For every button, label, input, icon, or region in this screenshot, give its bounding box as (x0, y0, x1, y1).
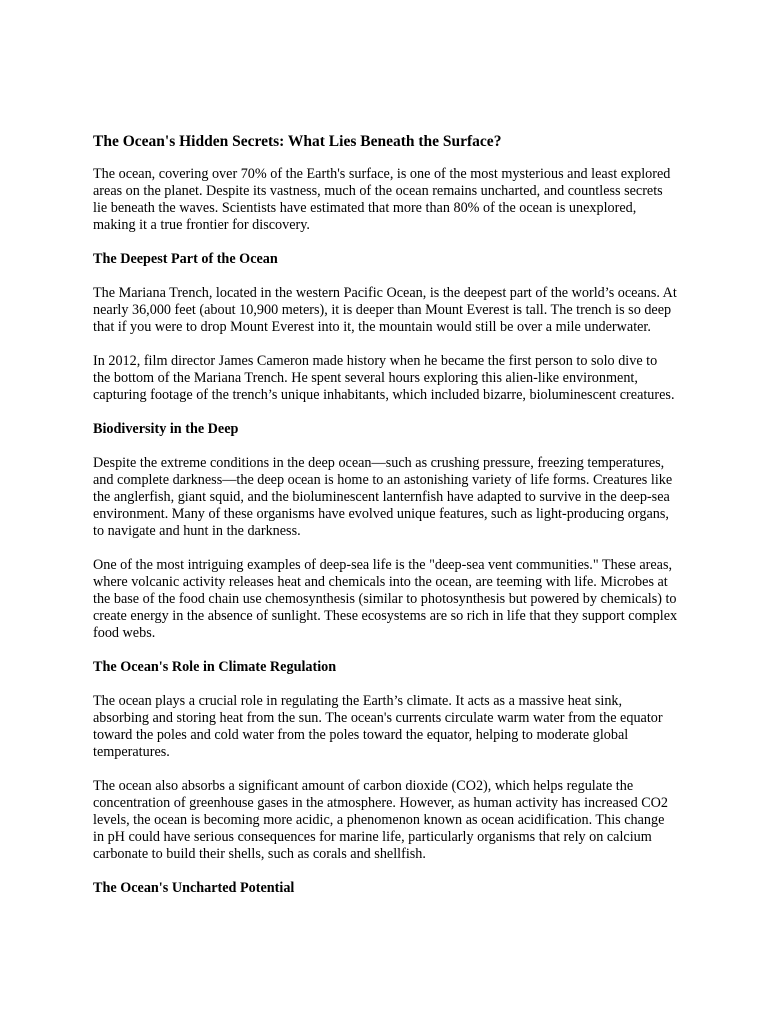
section-heading: The Deepest Part of the Ocean (93, 251, 278, 267)
section-paragraph: Despite the extreme conditions in the deep ocean—such as crushing pressure, freezing temperatures, and complete darkness—the deep ocean is home to an astonishing variety of life forms. Creatures like the anglerfish, giant squid, and the bioluminescent lanternfish have adapted to survive in the deep-sea environment. Many of these organisms have evolved unique features, such as light-producing organs, to navigate and hunt in the darkness. (93, 455, 673, 539)
section-paragraph: The ocean also absorbs a significant amount of carbon dioxide (CO2), which helps regulate the concentration of greenhouse gases in the atmosphere. However, as human activity has increased CO2 levels, the ocean is becoming more acidic, a phenomenon known as ocean acidification. This change in pH could have serious consequences for marine life, particularly organisms that rely on calcium carbonate to build their shells, such as corals and shellfish. (93, 778, 669, 862)
section-paragraph: The ocean plays a crucial role in regulating the Earth’s climate. It acts as a massive heat sink, absorbing and storing heat from the sun. The ocean's currents circulate warm water from the equator toward the poles and cold water from the poles toward the equator, helping to moderate global temperatures. (93, 693, 663, 760)
section-heading: Biodiversity in the Deep (93, 421, 239, 437)
section-heading: The Ocean's Uncharted Potential (93, 880, 295, 896)
section-uncharted-potential (93, 880, 678, 897)
section-heading: The Ocean's Role in Climate Regulation (93, 659, 337, 675)
section-climate-regulation (93, 659, 678, 863)
section-paragraph: The Mariana Trench, located in the western Pacific Ocean, is the deepest part of the world’s oceans. At nearly 36,000 feet (about 10,900 meters), it is deeper than Mount Everest is tall. The trench is so deep that if you were to drop Mount Everest into it, the mountain would still be over a mile underwater. (93, 285, 677, 335)
section-biodiversity (93, 421, 678, 642)
document-title: The Ocean's Hidden Secrets: What Lies Beneath the Surface? (93, 133, 502, 150)
intro-paragraph: The ocean, covering over 70% of the Earth's surface, is one of the most mysterious and least explored areas on the planet. Despite its vastness, much of the ocean remains uncharted, and countless secrets lie beneath the waves. Scientists have estimated that more than 80% of the ocean is unexplored, making it a true frontier for discovery. (93, 166, 671, 233)
section-paragraph: In 2012, film director James Cameron made history when he became the first person to solo dive to the bottom of the Mariana Trench. He spent several hours exploring this alien-like environment, capturing footage of the trench’s unique inhabitants, which included bizarre, bioluminescent creatures. (93, 353, 675, 403)
section-paragraph: One of the most intriguing examples of deep-sea life is the "deep-sea vent communities." These areas, where volcanic activity releases heat and chemicals into the ocean, are teeming with life. Microbes at the base of the food chain use chemosynthesis (similar to photosynthesis but powered by chemicals) to create energy in the absence of sunlight. These ecosystems are so rich in life that they support complex food webs. (93, 557, 678, 641)
section-deepest-part (93, 251, 678, 404)
